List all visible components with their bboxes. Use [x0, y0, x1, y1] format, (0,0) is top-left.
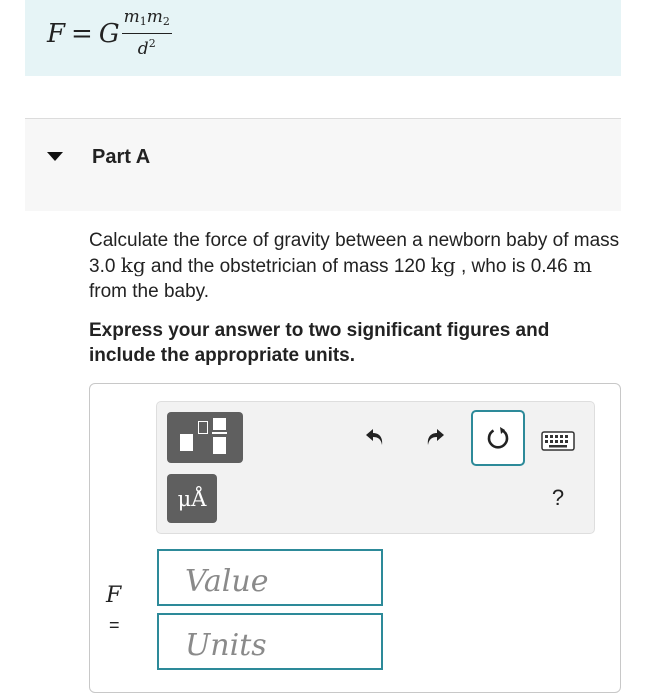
units-input[interactable] — [157, 613, 383, 670]
value-input[interactable] — [157, 549, 383, 606]
unit-kg: kg — [120, 253, 146, 277]
undo-icon — [363, 425, 387, 449]
answer-instructions: Express your answer to two significant figures and include the appropriate units. — [89, 320, 550, 366]
undo-button[interactable] — [360, 422, 390, 452]
reset-icon — [484, 424, 512, 452]
redo-button[interactable] — [420, 422, 450, 452]
formula-numerator: $m_1m_2$ — [122, 8, 172, 34]
answer-variable: F — [106, 583, 122, 608]
question-text: Calculate the force of gravity between a newborn baby of mass 3.0 kg and the obstetrician of mass 120 kg , who is 0.46 m from the baby. — [89, 230, 620, 302]
part-a-header[interactable] — [25, 118, 621, 211]
gravity-formula — [47, 8, 172, 59]
unit-m: m — [572, 253, 592, 277]
formula-constant: G — [98, 18, 120, 49]
formula-equals: = — [71, 18, 93, 49]
reset-button[interactable] — [471, 410, 525, 466]
units-button[interactable]: μÅ — [167, 474, 217, 523]
caret-down-icon[interactable] — [47, 152, 63, 161]
keyboard-button[interactable] — [540, 430, 576, 452]
redo-icon — [423, 425, 447, 449]
formula-denominator: $d^2$ — [137, 37, 156, 59]
formula-fraction — [122, 8, 172, 59]
part-title: Part A — [92, 146, 151, 168]
answer-equals: = — [109, 615, 120, 635]
help-button[interactable]: ? — [551, 485, 565, 510]
formula-lhs: F — [47, 18, 66, 49]
unit-kg: kg — [430, 253, 456, 277]
keyboard-icon — [541, 431, 575, 451]
templates-button[interactable] — [167, 412, 243, 463]
